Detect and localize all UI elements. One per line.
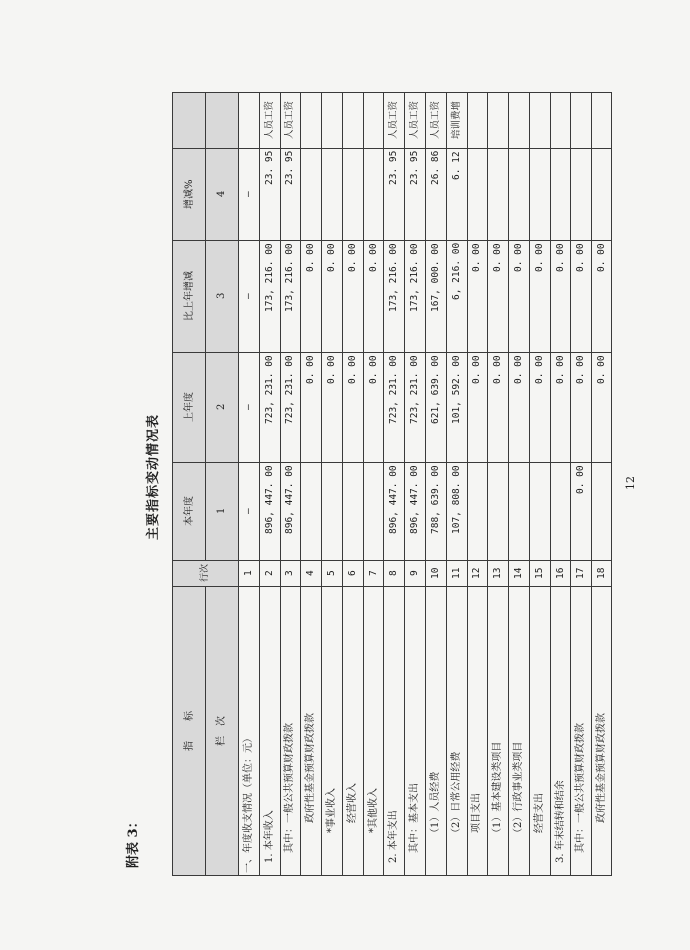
- cell-change: 0. 00: [513, 243, 524, 272]
- column-divider: [172, 586, 612, 587]
- row-divider: [280, 92, 281, 876]
- row-divider: [404, 92, 405, 876]
- header-change: 比上年增减: [184, 271, 195, 321]
- cell-change: 0. 00: [305, 243, 317, 272]
- row-number: 10: [429, 567, 441, 579]
- cell-current-year: 0. 00: [575, 465, 587, 494]
- cell-change: 6, 216. 00: [450, 242, 462, 300]
- cell-change: 173, 216. 00: [263, 243, 275, 312]
- cell-pct-change: 23. 95: [284, 150, 296, 185]
- row-number: 18: [596, 567, 608, 579]
- cell-current-year: 107, 808. 00: [450, 465, 462, 534]
- row-label: 经营支出: [533, 793, 545, 873]
- cell-current-year: 896, 447. 00: [409, 465, 421, 534]
- row-divider: [487, 92, 488, 876]
- cell-change: 0. 00: [596, 243, 608, 272]
- appendix-label: 附表 3：: [126, 815, 141, 868]
- header-col3: 3: [216, 292, 227, 299]
- cell-pct-change: 26. 86: [429, 150, 441, 185]
- table-border-right: [611, 92, 612, 876]
- header-pct-change: 增减%: [184, 179, 195, 209]
- header-divider: [238, 92, 239, 876]
- header-col2: 2: [216, 403, 227, 410]
- cell-current-year: —: [242, 508, 254, 514]
- cell-note: 人员工资: [284, 100, 296, 139]
- header-split: [205, 92, 206, 560]
- header-row-no: 行次: [199, 563, 210, 582]
- cell-last-year: 723, 231. 00: [409, 355, 421, 424]
- row-number: 8: [388, 570, 400, 576]
- row-divider: [446, 92, 447, 876]
- cell-last-year: 0. 00: [575, 355, 587, 384]
- cell-current-year: 896, 447. 00: [284, 465, 296, 534]
- row-divider: [508, 92, 509, 876]
- row-number: 16: [554, 567, 566, 579]
- row-divider: [570, 92, 571, 876]
- row-divider: [259, 92, 260, 876]
- row-label: （1）基本建设类项目: [492, 741, 504, 873]
- cell-last-year: 0. 00: [471, 355, 483, 384]
- cell-last-year: 0. 00: [367, 355, 379, 384]
- cell-change: 0. 00: [554, 243, 566, 272]
- cell-last-year: 723, 231. 00: [263, 355, 275, 424]
- cell-change: 0. 00: [533, 243, 545, 272]
- row-label: 经营收入: [346, 783, 358, 873]
- cell-last-year: 723, 231. 00: [388, 355, 400, 424]
- row-divider: [425, 92, 426, 876]
- cell-change: 0. 00: [471, 243, 483, 272]
- column-divider: [172, 240, 612, 241]
- row-number: 6: [346, 570, 358, 576]
- row-number: 2: [263, 570, 275, 576]
- row-number: 5: [326, 570, 337, 576]
- row-divider: [321, 92, 322, 876]
- row-number: 15: [533, 567, 545, 579]
- row-number: 11: [450, 567, 462, 579]
- row-divider: [342, 92, 343, 876]
- header-current-year: 本年度: [184, 496, 195, 526]
- cell-last-year: 621, 639. 00: [429, 355, 441, 424]
- row-label: （2）行政事业类项目: [513, 741, 524, 873]
- row-label: （1）人员经费: [429, 771, 441, 873]
- row-divider: [591, 92, 592, 876]
- row-label: 政府性基金预算财政拨款: [596, 713, 608, 873]
- row-number: 7: [367, 570, 379, 576]
- row-label: （2）日常公用经费: [450, 751, 462, 873]
- cell-change: 173, 216. 00: [409, 243, 421, 312]
- row-number: 4: [305, 570, 317, 576]
- row-label: 其中：一般公共预算财政拨款: [575, 723, 587, 873]
- cell-last-year: 0. 00: [326, 355, 337, 384]
- header-last-year: 上年度: [184, 392, 195, 422]
- column-divider: [172, 352, 612, 353]
- row-divider: [467, 92, 468, 876]
- cell-last-year: 0. 00: [305, 355, 317, 384]
- row-label: *其他收入: [367, 788, 379, 873]
- cell-change: —: [242, 293, 254, 299]
- column-divider: [172, 462, 612, 463]
- cell-note: 培训费增: [450, 100, 462, 139]
- row-divider: [383, 92, 384, 876]
- row-label: 项目支出: [471, 793, 483, 873]
- cell-change: 0. 00: [492, 243, 504, 272]
- row-label: 其中：一般公共预算财政拨款: [284, 723, 296, 873]
- cell-change: 167, 000. 00: [429, 243, 441, 312]
- row-number: 12: [471, 567, 483, 579]
- cell-current-year: 896, 447. 00: [388, 465, 400, 534]
- cell-change: 0. 00: [346, 243, 358, 272]
- cell-last-year: 0. 00: [554, 355, 566, 384]
- cell-last-year: 101, 592. 00: [450, 355, 462, 424]
- cell-last-year: —: [242, 404, 254, 410]
- table-title: 主要指标变动情况表: [146, 413, 161, 540]
- row-label: 2. 本年支出: [388, 810, 400, 873]
- cell-last-year: 0. 00: [596, 355, 608, 384]
- cell-last-year: 0. 00: [513, 355, 524, 384]
- header-col1: 1: [216, 507, 227, 514]
- row-number: 14: [513, 567, 524, 579]
- cell-last-year: 0. 00: [533, 355, 545, 384]
- cell-change: 173, 216. 00: [388, 243, 400, 312]
- cell-current-year: 896, 447. 00: [263, 465, 275, 534]
- cell-pct-change: —: [242, 191, 254, 197]
- cell-note: 人员工资: [409, 100, 421, 139]
- row-label: 其中：基本支出: [409, 783, 421, 873]
- cell-pct-change: 23. 95: [263, 150, 275, 185]
- row-label: 一、年度收支情况（单位：元）: [242, 733, 254, 873]
- cell-note: 人员工资: [429, 100, 441, 139]
- row-number: 9: [409, 570, 421, 576]
- indicator-header-split: [205, 586, 206, 876]
- cell-note: 人员工资: [263, 100, 275, 139]
- cell-current-year: 788, 639. 00: [429, 465, 441, 534]
- row-divider: [300, 92, 301, 876]
- cell-pct-change: 23. 95: [388, 150, 400, 185]
- table-border-left: [172, 92, 173, 876]
- row-label: 1. 本年收入: [263, 810, 275, 873]
- row-number: 17: [575, 567, 587, 579]
- row-divider: [550, 92, 551, 876]
- cell-change: 0. 00: [367, 243, 379, 272]
- row-divider: [363, 92, 364, 876]
- header-col4: 4: [216, 190, 227, 197]
- row-divider: [529, 92, 530, 876]
- cell-pct-change: 23. 95: [409, 150, 421, 185]
- cell-last-year: 723, 231. 00: [284, 355, 296, 424]
- column-divider: [172, 148, 612, 149]
- row-label: 3. 年末结转和结余: [554, 780, 566, 873]
- row-number: 1: [242, 570, 254, 576]
- indicator-change-table: [172, 92, 612, 876]
- cell-change: 0. 00: [326, 243, 337, 272]
- cell-last-year: 0. 00: [492, 355, 504, 384]
- row-number: 13: [492, 567, 504, 579]
- column-divider: [172, 560, 612, 561]
- cell-last-year: 0. 00: [346, 355, 358, 384]
- page-number: 12: [624, 476, 637, 490]
- row-label: *事业收入: [326, 788, 337, 873]
- cell-pct-change: 6. 12: [450, 151, 462, 180]
- cell-change: 173, 216. 00: [284, 243, 296, 312]
- row-number: 3: [284, 570, 296, 576]
- header-column-label: 栏 次: [216, 716, 227, 746]
- cell-change: 0. 00: [575, 243, 587, 272]
- header-indicator: 指 标: [184, 711, 195, 751]
- cell-note: 人员工资: [388, 100, 400, 139]
- row-label: 政府性基金预算财政拨款: [305, 713, 317, 873]
